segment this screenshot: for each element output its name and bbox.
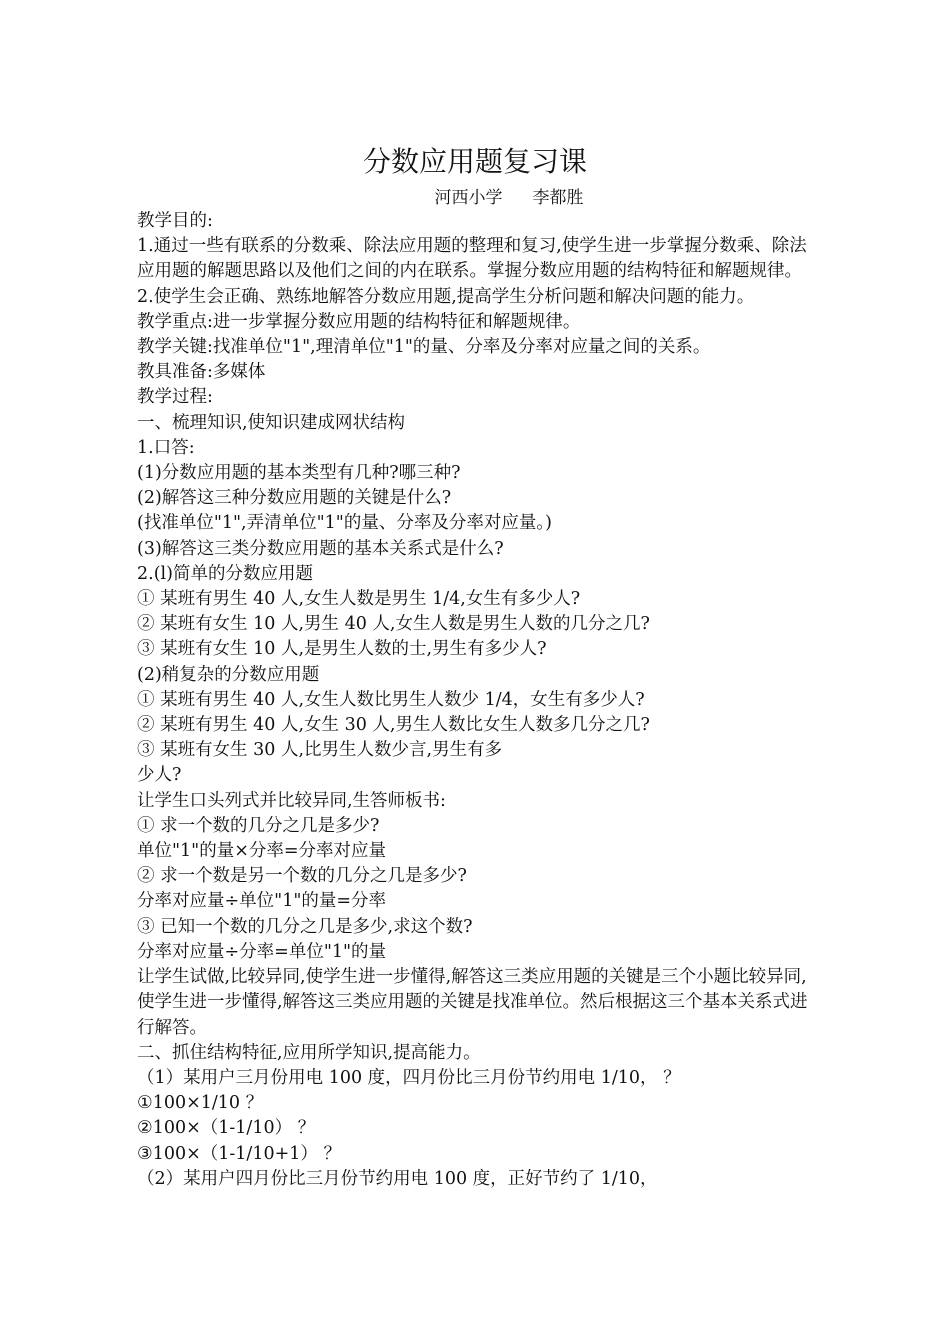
text-line: ① 求一个数的几分之几是多少?	[137, 815, 380, 836]
text-line: ③ 某班有女生 30 人,比男生人数少言,男生有多	[137, 740, 503, 761]
text-line: (3)解答这三类分数应用题的基本关系式是什么?	[137, 538, 504, 559]
text-line: 2.(l)简单的分数应用题	[137, 563, 313, 584]
text-line: ② 求一个数是另一个数的几分之几是多少?	[137, 866, 467, 887]
text-line: ③100×（1-1/10+1） ？	[137, 1143, 341, 1164]
text-line: ① 某班有男生 40 人,女生人数是男生 1/4,女生有多少人?	[137, 589, 581, 610]
text-line: 1.口答:	[137, 437, 195, 458]
text-line: 二、抓住结构特征,应用所学知识,提高能力。	[137, 1042, 481, 1063]
document-title: 分数应用题复习课	[362, 145, 587, 178]
text-line: (找准单位"1",弄清单位"1"的量、分率及分率对应量。)	[137, 513, 552, 534]
text-line: 分率对应量÷单位"1"的量=分率	[137, 891, 387, 912]
text-line: ①100×1/10 ？	[137, 1093, 264, 1114]
author-line	[0, 187, 950, 209]
text-line: 教学过程:	[137, 387, 213, 408]
text-line: 分率对应量÷分率=单位"1"的量	[137, 941, 387, 962]
text-line: （2）某用户四月份比三月份节约用电 100 度，正好节约了 1/10，	[137, 1168, 658, 1189]
text-line: (2)稍复杂的分数应用题	[137, 664, 320, 685]
text-line: 少人?	[137, 765, 182, 786]
text-line: 教学目的:	[137, 211, 213, 231]
text-line: 让学生口头列式并比较异同,生答师板书:	[137, 790, 446, 811]
text-line: （1）某用户三月份用电 100 度，四月份比三月份节约用电 1/10， ？	[137, 1067, 681, 1088]
text-line: 教学重点:进一步掌握分数应用题的结构特征和解题规律。	[137, 311, 581, 332]
text-line: 教学关键:找准单位"1",理清单位"1"的量、分率及分率对应量之间的关系。	[137, 337, 711, 358]
document-body	[137, 209, 817, 1192]
text-line: ② 某班有女生 10 人,男生 40 人,女生人数是男生人数的几分之几?	[137, 614, 650, 635]
text-line: 2.使学生会正确、熟练地解答分数应用题,提高学生分析问题和解决问题的能力。	[137, 286, 755, 307]
text-line: ③ 某班有女生 10 人,是男生人数的士,男生有多少人?	[137, 639, 547, 660]
author-name: 李都胜	[532, 188, 584, 208]
text-line: ③ 已知一个数的几分之几是多少,求这个数?	[137, 916, 473, 937]
text-line: 单位"1"的量×分率=分率对应量	[137, 841, 387, 862]
author-school: 河西小学	[434, 188, 503, 208]
text-line: ②100×（1-1/10） ？	[137, 1118, 316, 1139]
text-line: 1.通过一些有联系的分数乘、除法应用题的整理和复习,使学生进一步掌握分数乘、除法应用题的解题思路以及他们之间的内在联系。掌握分数应用题的结构特征和解题规律。	[137, 236, 807, 282]
text-line: ① 某班有男生 40 人,女生人数比男生人数少 1/4，女生有多少人?	[137, 689, 645, 710]
text-line: 一、梳理知识,使知识建成网状结构	[137, 412, 406, 433]
text-line: ② 某班有男生 40 人,女生 30 人,男生人数比女生人数多几分之几?	[137, 715, 650, 736]
text-line: (2)解答这三种分数应用题的关键是什么?	[137, 488, 452, 509]
text-line: (1)分数应用题的基本类型有几种?哪三种?	[137, 463, 461, 484]
text-line: 教具准备:多媒体	[137, 362, 266, 383]
text-line: 让学生试做,比较异同,使学生进一步懂得,解答这三类应用题的关键是三个小题比较异同,使学生进一步懂得,解答这三类应用题的关键是找准单位。然后根据这三个基本关系式进行解答。	[137, 967, 808, 1038]
